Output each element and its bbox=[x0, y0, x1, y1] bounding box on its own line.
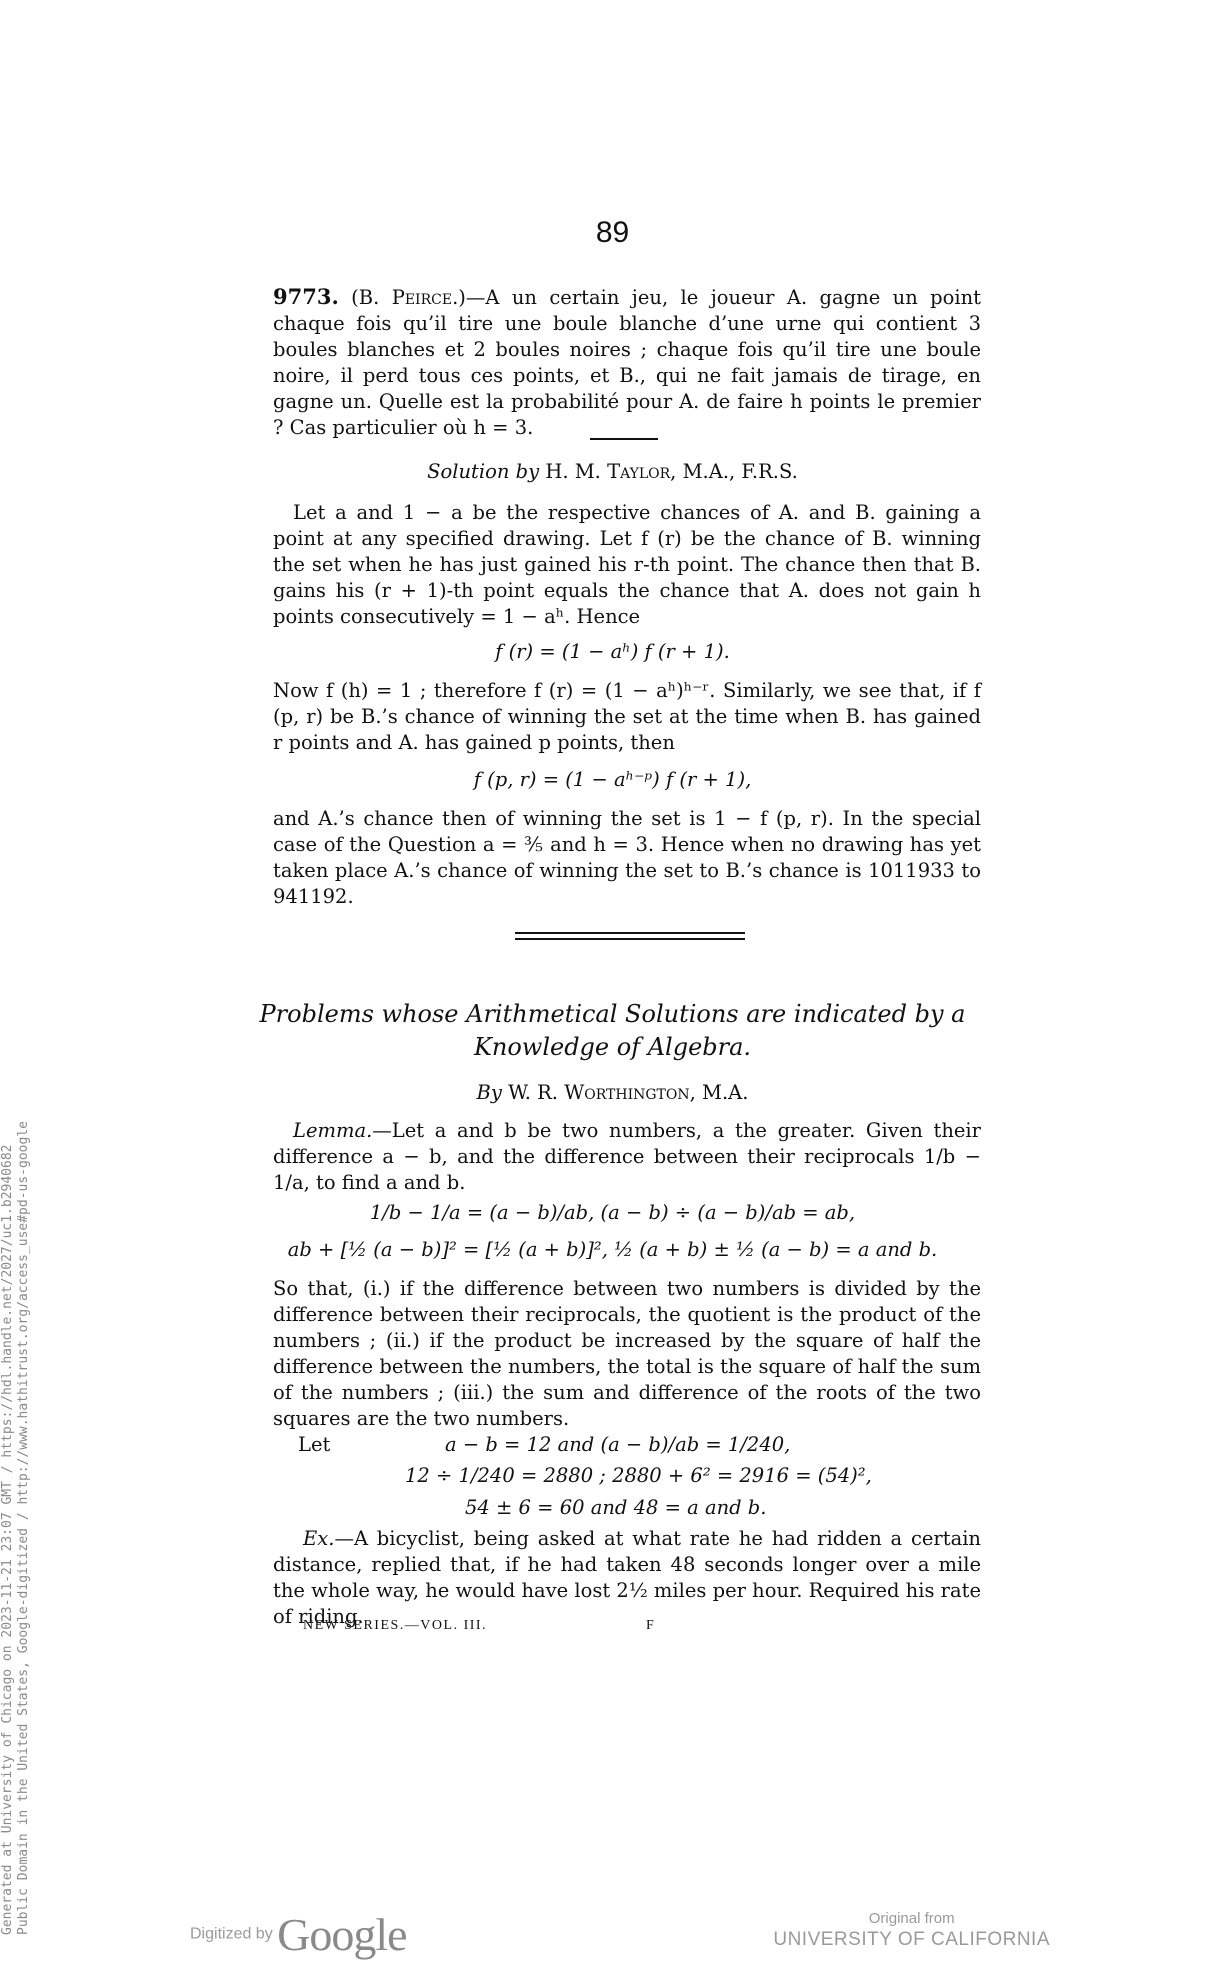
problem-text: A un certain jeu, le joueur A. gagne un point chaque fois qu’il tire une boule blanche d’une urne qui contient 3 boules blanches et 2 boules noires ; chaque fois qu’il tire une boule noire, il perd tous ces points, et B., qui ne fait jamais de tirage, en gagne un. Quelle est la probabilité pour A. de faire h points le premier ? Cas particulier où h = 3. bbox=[273, 286, 982, 439]
original-source bbox=[773, 1910, 1050, 1952]
solution-paragraph-1: Let a and 1 − a be the respective chances of A. and B. gaining a point at any specified drawing. Let f (r) be the chance of B. winning the set when he has just gained his r-th point. The chance then that B. gains his (r + 1)-th point equals the chance that A. does not gain h points consecutively = 1 − aʰ. Hence bbox=[273, 501, 981, 628]
formula-3: 1/b − 1/a = (a − b)/ab, (a − b) ÷ (a − b)/ab = ab, bbox=[369, 1201, 856, 1224]
original-from-label: Original from bbox=[868, 1910, 955, 1927]
example-text: —A bicyclist, being asked at what rate he had ridden a certain distance, replied that, if he had taken 48 seconds longer over a mile the whole way, he would have lost 2½ miles per hour. Required his rate of riding. bbox=[273, 1527, 981, 1628]
side-watermark bbox=[0, 935, 32, 1935]
problem-attribution-close: .)— bbox=[452, 286, 486, 309]
original-institution: UNIVERSITY OF CALIFORNIA bbox=[773, 1929, 1050, 1950]
problem-attribution-name: Peirce bbox=[391, 286, 453, 309]
let-label: Let bbox=[298, 1433, 331, 1456]
article-title-line-2: Knowledge of Algebra. bbox=[473, 1033, 752, 1061]
article-byline-prefix: By bbox=[476, 1081, 502, 1104]
solution-byline bbox=[0, 460, 1225, 483]
article-byline bbox=[0, 1081, 1225, 1104]
watermark-line-2: Public Domain in the United States, Google-digitized / http://www.hathitrust.org/access_use#pd-us-google bbox=[16, 1121, 31, 1935]
google-logo: Google bbox=[277, 1909, 407, 1960]
signature-mark: F bbox=[646, 1618, 654, 1633]
watermark-line-1: Generated at University of Chicago on 2023-11-21 23:07 GMT / https://hdl.handle.net/2027/uc1.b2940682 bbox=[0, 1144, 15, 1935]
solution-byline-prefix: Solution by bbox=[427, 460, 540, 483]
lemma-label: Lemma. bbox=[293, 1119, 373, 1142]
section-divider bbox=[590, 438, 658, 440]
example-label: Ex. bbox=[303, 1527, 335, 1550]
article-title-line-1: Problems whose Arithmetical Solutions are indicated by a bbox=[259, 1000, 966, 1028]
page-number: 89 bbox=[595, 216, 630, 249]
solution-author: H. M. Taylor, M.A., F.R.S. bbox=[545, 460, 798, 483]
formula-4: ab + [½ (a − b)]² = [½ (a + b)]², ½ (a + b) ± ½ (a − b) = a and b. bbox=[287, 1238, 938, 1261]
formula-5: a − b = 12 and (a − b)/ab = 1/240, bbox=[445, 1433, 791, 1456]
formula-1: f (r) = (1 − aʰ) f (r + 1). bbox=[495, 640, 730, 663]
problem-9773 bbox=[273, 284, 981, 441]
lemma-conclusion: So that, (i.) if the difference between two numbers is divided by the difference between their reciprocals, the quotient is the product of the numbers ; (ii.) if the product be increased by the square of half the difference between the numbers, the total is the square of half the sum of the numbers ; (iii.) the sum and difference of the roots of the two squares are the two numbers. bbox=[273, 1277, 981, 1430]
formula-2: f (p, r) = (1 − aʰ⁻ᵖ) f (r + 1), bbox=[473, 768, 752, 791]
problem-number: 9773. bbox=[273, 284, 339, 309]
formula-6: 12 ÷ 1/240 = 2880 ; 2880 + 6² = 2916 = (54)², bbox=[405, 1464, 872, 1487]
lemma-paragraph bbox=[273, 1118, 981, 1196]
series-footer: NEW SERIES.—VOL. III. bbox=[303, 1618, 488, 1633]
problem-attribution-open: (B. bbox=[351, 286, 392, 309]
lemma-text: —Let a and b be two numbers, a the greater. Given their difference a − b, and the difference between their reciprocals 1/b − 1/a, to find a and b. bbox=[273, 1119, 981, 1194]
digitized-by-google bbox=[190, 1908, 407, 1961]
double-divider bbox=[515, 932, 745, 940]
digitized-by-label: Digitized by bbox=[190, 1925, 273, 1943]
article-author: W. R. Worthington, M.A. bbox=[508, 1081, 749, 1104]
solution-paragraph-3: and A.’s chance then of winning the set is 1 − f (p, r). In the special case of the Question a = ⅗ and h = 3. Hence when no drawing has yet taken place A.’s chance of winning the set to B.’s chance is 1011933 to 941192. bbox=[273, 807, 981, 908]
solution-paragraph-2: Now f (h) = 1 ; therefore f (r) = (1 − aʰ)ʰ⁻ʳ. Similarly, we see that, if f (p, r) be B.’s chance of winning the set at the time when B. has gained r points and A. has gained p points, then bbox=[273, 679, 981, 754]
example-paragraph bbox=[273, 1526, 981, 1630]
formula-7: 54 ± 6 = 60 and 48 = a and b. bbox=[465, 1496, 767, 1519]
